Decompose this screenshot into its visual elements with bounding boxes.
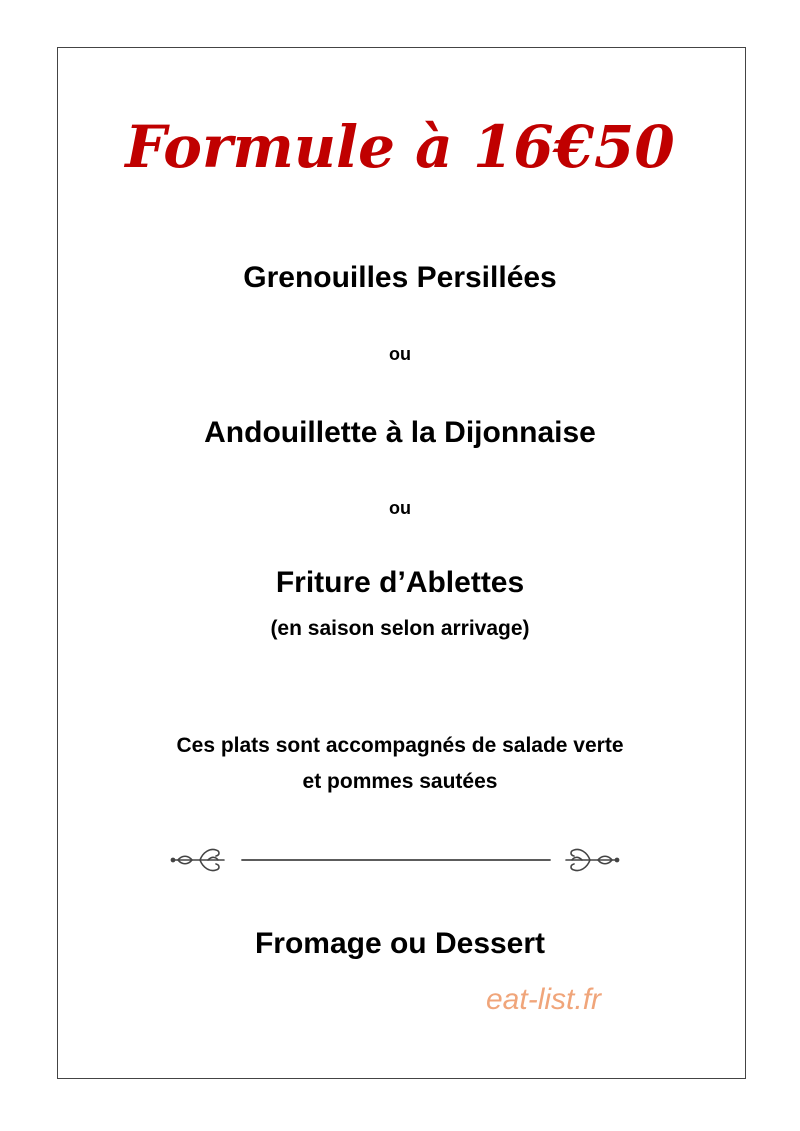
dish-grenouilles: Grenouilles Persillées	[243, 261, 557, 294]
separator-ou-1: ou	[389, 344, 411, 364]
sides-line-2: et pommes sautées	[302, 770, 498, 793]
sides-line-1: Ces plats sont accompagnés de salade verte	[176, 734, 624, 757]
separator-ou-2: ou	[389, 498, 411, 518]
final-course: Fromage ou Dessert	[254, 927, 546, 960]
menu-title: Formule à 16€50	[125, 113, 675, 181]
dish-andouillette: Andouillette à la Dijonnaise	[204, 416, 596, 449]
dish-friture-note: (en saison selon arrivage)	[270, 617, 530, 640]
flourish-divider-icon	[170, 842, 620, 878]
dish-friture: Friture d’Ablettes	[275, 566, 525, 599]
watermark-eat-list: eat-list.fr	[486, 983, 602, 1016]
